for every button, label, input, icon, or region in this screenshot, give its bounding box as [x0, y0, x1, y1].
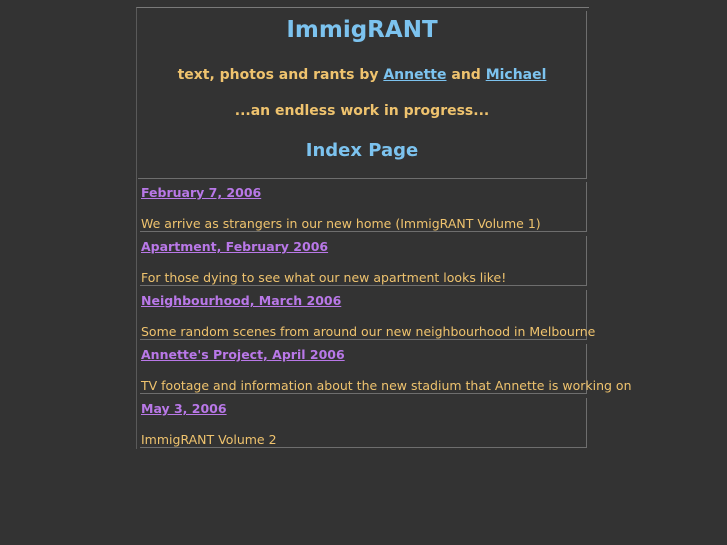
entry-link[interactable]: February 7, 2006	[141, 185, 262, 200]
entry-description: TV footage and information about the new stadium that Annette is working on	[141, 378, 632, 393]
list-item	[140, 182, 587, 232]
byline-prefix: text, photos and rants by	[177, 67, 379, 83]
entry-link[interactable]: Annette's Project, April 2006	[141, 347, 345, 362]
site-title: ImmigRANT	[286, 17, 438, 43]
index-heading: Index Page	[305, 140, 419, 161]
entry-link[interactable]: Apartment, February 2006	[141, 239, 329, 254]
author-link-michael[interactable]: Michael	[485, 67, 547, 83]
header-panel	[138, 11, 587, 179]
entry-link[interactable]: Neighbourhood, March 2006	[141, 293, 342, 308]
entry-description: Some random scenes from around our new neighbourhood in Melbourne	[141, 324, 596, 339]
entry-description: For those dying to see what our new apartment looks like!	[141, 270, 507, 285]
byline-conjunction: and	[451, 67, 481, 83]
byline	[138, 67, 586, 83]
entry-description: ImmigRANT Volume 2	[141, 432, 277, 447]
tagline: ...an endless work in progress...	[234, 103, 490, 119]
list-item	[140, 290, 596, 340]
list-item	[140, 236, 587, 286]
entry-description: We arrive as strangers in our new home (ImmigRANT Volume 1)	[141, 216, 541, 231]
entry-link[interactable]: May 3, 2006	[141, 401, 227, 416]
author-link-annette[interactable]: Annette	[383, 67, 447, 83]
list-item	[140, 344, 632, 394]
list-item	[140, 398, 587, 448]
page-container	[136, 7, 632, 449]
